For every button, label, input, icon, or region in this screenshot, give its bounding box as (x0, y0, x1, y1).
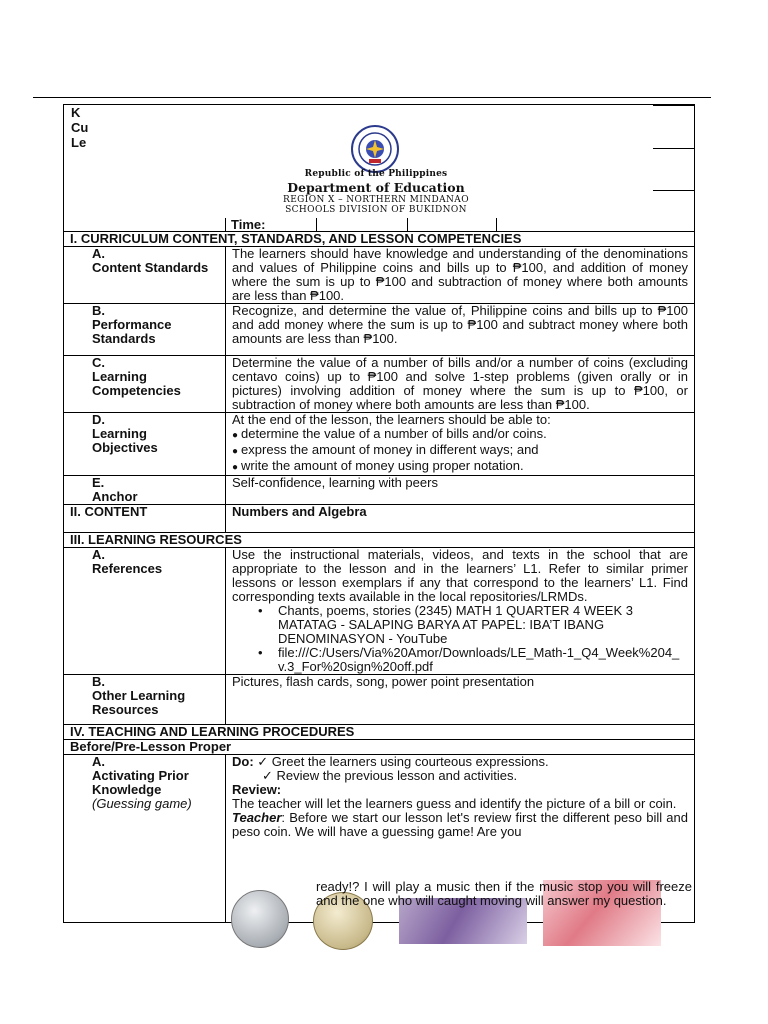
row-label: References (92, 561, 163, 576)
objectives-cell (226, 413, 695, 476)
deped-seal-icon (351, 125, 399, 173)
region-text: REGION X – NORTHERN MINDANAO (283, 195, 469, 205)
row-letter: D. (92, 412, 105, 427)
lesson-plan-frame (63, 104, 695, 923)
header-label-le: Le (71, 135, 87, 150)
row-letter: E. (92, 475, 105, 490)
do-item: ✓ Greet the learners using courteous expressions. (257, 754, 549, 769)
list-item: • Chants, poems, stories (2345) MATH 1 QUARTER 4 WEEK 3 MATATAG - SALAPING BARYA AT PAPEL: IBA’T IBANG DENOMINASYON - YouTube (264, 604, 688, 646)
teacher-label: Teacher (232, 810, 282, 825)
review-text: The teacher will let the learners guess and identify the picture of a bill or coin. (232, 796, 677, 811)
top-rule (33, 97, 711, 98)
content-standards-row (64, 247, 695, 304)
row-label: Learning Competencies (92, 369, 181, 398)
row-label: Activating Prior Knowledge (92, 768, 189, 797)
content-value: Numbers and Algebra (226, 505, 695, 533)
teacher-text: : Before we start our lesson let's review first the different peso bill and peso coin. We will have a guessing game! Are you (232, 810, 688, 839)
section-curriculum: I. CURRICULUM CONTENT, STANDARDS, AND LESSON COMPETENCIES (64, 232, 695, 247)
header-left-labels (71, 105, 89, 150)
document-header (63, 104, 695, 218)
content-standards-text: The learners should have knowledge and understanding of the denominations and values of Philippine coins and bills up to ₱100, and addition of money where the sum is up to ₱100 and subtraction of money where both amounts are less than ₱100. (226, 247, 695, 304)
time-row (64, 218, 695, 232)
list-item: ● express the amount of money in different ways; and (232, 443, 688, 459)
anchor-text: Self-confidence, learning with peers (226, 476, 695, 505)
do-label: Do: (232, 754, 254, 769)
lesson-plan-table (63, 218, 695, 923)
department-text: Department of Education (287, 180, 465, 195)
row-label: Performance Standards (92, 317, 172, 346)
other-resources-text: Pictures, flash cards, song, power point presentation (226, 675, 695, 725)
section-row (64, 725, 695, 740)
row-letter: B. (92, 303, 105, 318)
section-row (64, 740, 695, 755)
section-row (64, 533, 695, 548)
references-row (64, 548, 695, 675)
header-label-cu: Cu (71, 120, 89, 135)
row-letter: A. (92, 547, 105, 562)
list-item: ● write the amount of money using proper notation. (232, 459, 688, 475)
other-resources-row (64, 675, 695, 725)
row-label: Learning Objectives (92, 426, 158, 455)
competencies-text: Determine the value of a number of bills and/or a number of coins (excluding centavo coins) up to ₱100 and solve 1-step problems (given orally or in pictures) involving addition of money where the sum is up to ₱100, or subtraction of money where both amounts are less than ₱100. (226, 356, 695, 413)
deped-heading (224, 169, 528, 215)
activating-label-block (92, 769, 216, 811)
section-content: II. CONTENT (64, 505, 226, 533)
row-letter: C. (92, 355, 105, 370)
references-list (232, 604, 688, 674)
objectives-list (232, 427, 688, 475)
references-text: Use the instructional materials, videos, and texts in the school that are appropriate to the lesson and in the learners’ L1. Refer to similar primer lessons or lesson exemplars if any that correspond to the learners’ L1. Find corresponding texts available in the local repositories/LRMDs. (232, 547, 688, 604)
section-resources: III. LEARNING RESOURCES (64, 533, 695, 548)
five-peso-coin-image (231, 890, 289, 948)
do-item: ✓ Review the previous lesson and activities. (262, 768, 518, 783)
time-cell (407, 218, 496, 231)
division-text: SCHOOLS DIVISION OF BUKIDNON (285, 205, 467, 215)
republic-text: Republic of the Philippines (304, 169, 448, 179)
objectives-intro: At the end of the lesson, the learners should be able to: (232, 412, 551, 427)
header-line (653, 148, 694, 149)
section-procedures: IV. TEACHING AND LEARNING PROCEDURES (64, 725, 695, 740)
row-letter: A. (92, 246, 105, 261)
list-item: ● determine the value of a number of bills and/or coins. (232, 427, 688, 443)
header-line (653, 190, 694, 191)
row-letter: B. (92, 674, 105, 689)
row-label: Content Standards (92, 260, 209, 275)
section-row (64, 232, 695, 247)
anchor-row (64, 476, 695, 505)
section-pre-lesson: Before/Pre-Lesson Proper (64, 740, 695, 755)
performance-standards-row (64, 304, 695, 356)
teacher-text-continued: ready!? I will play a music then if the music stop you will freeze and the one who will caught moving will answer my question. (316, 879, 692, 908)
header-label-k: K (71, 105, 81, 120)
competencies-row (64, 356, 695, 413)
references-cell (226, 548, 695, 675)
row-label-note: (Guessing game) (92, 796, 192, 811)
time-cell (496, 218, 587, 231)
performance-standards-text: Recognize, and determine the value of, Philippine coins and bills up to ₱100 and add money where the sum is up to ₱100 and subtract money where both amounts are less than ₱100. (226, 304, 695, 356)
content-row (64, 505, 695, 533)
review-label: Review: (232, 782, 282, 797)
row-label: Other Learning Resources (92, 688, 186, 717)
header-line (653, 105, 694, 106)
time-label: Time: (231, 217, 266, 232)
time-cell (316, 218, 407, 231)
row-label: Anchor (92, 489, 138, 504)
objectives-row (64, 413, 695, 476)
row-letter: A. (92, 754, 105, 769)
list-item: • file:///C:/Users/Via%20Amor/Downloads/LE_Math-1_Q4_Week%204_v.3_For%20sign%20off.pdf (264, 646, 688, 674)
